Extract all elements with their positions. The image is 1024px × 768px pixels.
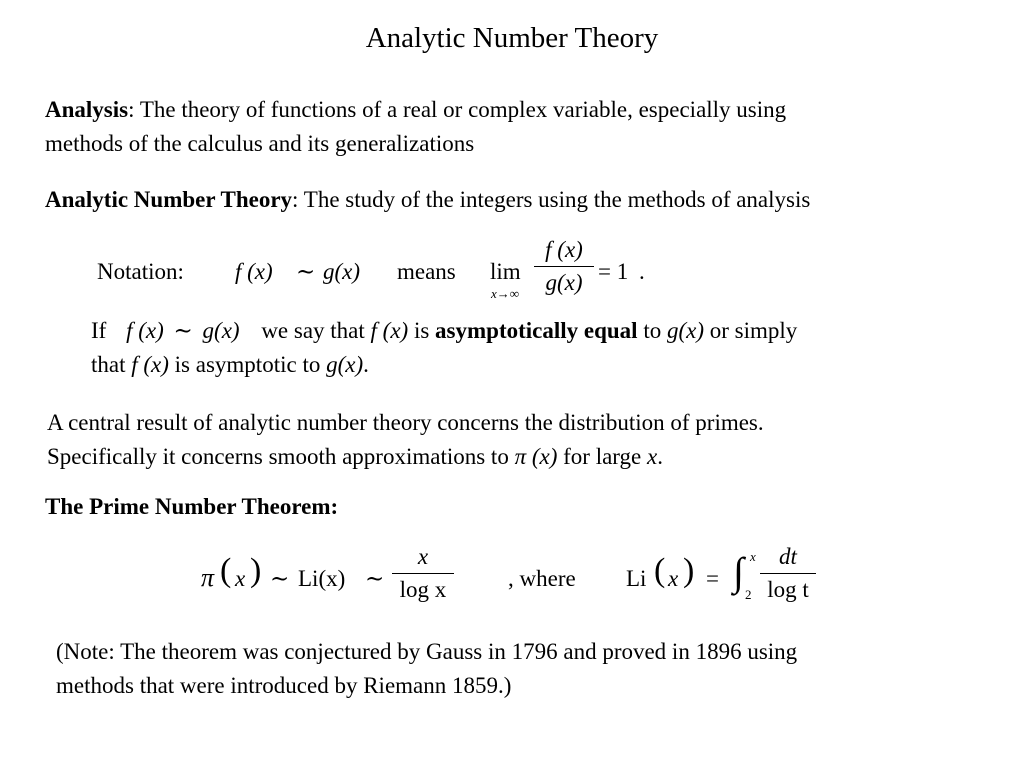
page-title: Analytic Number Theory: [365, 22, 659, 54]
notation-period: .: [639, 259, 645, 284]
pnt-frac-num: x: [417, 544, 429, 569]
analysis-line2: methods of the calculus and its generalizations: [45, 131, 475, 156]
asym-fx2: f (x): [131, 352, 169, 377]
asym-that: that: [91, 352, 126, 377]
asym-fx: f (x): [370, 318, 409, 343]
pnt-li-x: x: [668, 566, 679, 591]
asym-gx: g(x): [666, 318, 704, 343]
asym-is: is: [413, 318, 430, 343]
asym-sim: ∼: [173, 318, 193, 343]
analysis-line1: : The theory of functions of a real or complex variable, especially using: [128, 97, 787, 122]
pnt-frac-den: log x: [399, 577, 447, 602]
central-pi-x: π (x): [514, 444, 558, 469]
note-paragraph: [56, 635, 797, 703]
asym-we-say: we say that: [261, 318, 365, 343]
ant-text: : The study of the integers using the methods of analysis: [292, 187, 811, 212]
note-line2: methods that were introduced by Riemann 1859.): [56, 673, 512, 698]
central-line2b: for large: [563, 444, 642, 469]
pnt-li-def: Li: [626, 566, 647, 591]
pnt-paren-close: ): [250, 552, 262, 589]
pnt-sim2: ∼: [365, 566, 385, 591]
central-line2a: Specifically it concerns smooth approximations to: [47, 444, 509, 469]
pnt-sim1: ∼: [270, 566, 290, 591]
notation-frac-bar: [534, 266, 594, 267]
notation-g: g(x): [323, 259, 361, 284]
pnt-paren-open: (: [220, 552, 232, 589]
asym-gx2: g(x): [326, 352, 364, 377]
asymptotic-line1: [91, 314, 797, 348]
pnt-integral-sign: ∫: [733, 549, 744, 594]
notation-means: means: [397, 259, 456, 284]
central-end: .: [657, 444, 663, 469]
pnt-equals: =: [706, 566, 719, 591]
asym-expr-g: g(x): [202, 318, 240, 343]
notation-lim: lim: [490, 259, 521, 284]
pnt-int-den: log t: [767, 577, 809, 602]
notation-sim: ∼: [296, 259, 316, 284]
ant-term: Analytic Number Theory: [45, 187, 293, 212]
notation-f: f (x): [235, 259, 273, 284]
analysis-definition: [45, 93, 786, 161]
pnt-x: x: [235, 566, 246, 591]
pnt-integral-lower: 2: [745, 587, 752, 602]
asym-bold-term: asymptotically equal: [435, 318, 638, 343]
ant-definition: [45, 183, 810, 217]
pnt-where: , where: [508, 566, 576, 591]
central-x: x: [647, 444, 658, 469]
notation-frac-den: g(x): [545, 270, 583, 295]
central-paragraph: [47, 406, 764, 474]
notation-lim-sub: x→∞: [491, 286, 520, 301]
asym-is-asymptotic-to: is asymptotic to: [174, 352, 321, 377]
pnt-li-paren-open: (: [654, 552, 666, 589]
pnt-int-bar: [760, 573, 816, 574]
asym-or-simply: or simply: [709, 318, 798, 343]
asymptotic-line2: [91, 348, 369, 382]
asym-end: .: [363, 352, 369, 377]
notation-frac-num: f (x): [545, 237, 583, 262]
pnt-pi: π: [201, 563, 215, 592]
pnt-int-num: dt: [779, 544, 797, 569]
pnt-integral-upper: x: [750, 549, 756, 564]
asym-expr-f: f (x): [126, 318, 164, 343]
pnt-li-paren-close: ): [683, 552, 695, 589]
central-line1: A central result of analytic number theory concerns the distribution of primes.: [47, 410, 764, 435]
asym-if: If: [91, 318, 107, 343]
notation-fraction: [534, 236, 594, 297]
note-line1: (Note: The theorem was conjectured by Gauss in 1796 and proved in 1896 using: [56, 639, 798, 664]
notation-equals-one: = 1: [598, 259, 629, 284]
pnt-integral-fraction: [760, 543, 816, 604]
pnt-heading: The Prime Number Theorem:: [45, 494, 339, 519]
asym-to: to: [643, 318, 662, 343]
analysis-term: Analysis: [45, 97, 129, 122]
pnt-frac-bar: [392, 573, 454, 574]
pnt-fraction: [392, 543, 454, 604]
pnt-li: Li(x): [298, 566, 346, 591]
notation-label: Notation:: [97, 259, 184, 284]
